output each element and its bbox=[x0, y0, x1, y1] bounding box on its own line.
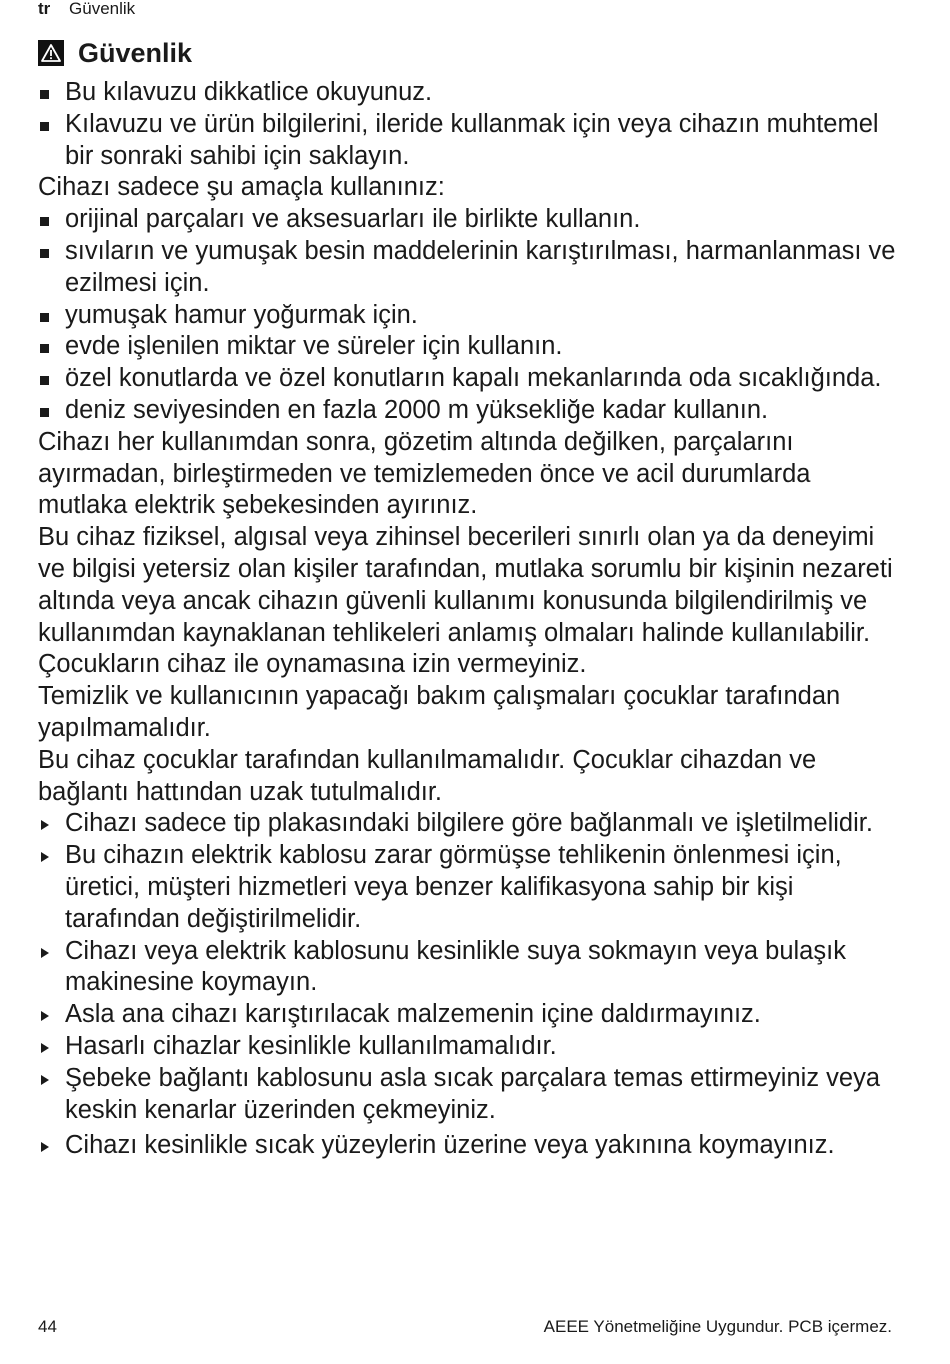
usage-heading: Cihazı sadece şu amaçla kullanınız: bbox=[38, 173, 445, 202]
square-bullet-icon bbox=[40, 344, 49, 353]
list-item: özel konutlarda ve özel konutların kapalı mekanlarında oda sıcaklığında. bbox=[38, 363, 898, 395]
list-item: yumuşak hamur yoğurmak için. bbox=[38, 300, 898, 332]
square-bullet-icon bbox=[40, 217, 49, 226]
triangle-bullet-icon bbox=[41, 1043, 49, 1053]
page-number: 44 bbox=[38, 1317, 57, 1336]
list-item: Cihazı sadece tip plakasındaki bilgilere göre bağlanmalı ve işletilmelidir. bbox=[38, 808, 898, 840]
square-bullet-icon bbox=[40, 249, 49, 258]
square-bullet-icon bbox=[40, 376, 49, 385]
list-item: Asla ana cihazı karıştırılacak malzemenin içine daldırmayınız. bbox=[38, 999, 898, 1031]
list-item: Kılavuzu ve ürün bilgilerini, ileride kullanmak için veya cihazın muhtemel bir sonraki sahibi için saklayın. bbox=[38, 109, 898, 173]
triangle-bullet-icon bbox=[41, 852, 49, 862]
usage-list bbox=[38, 204, 898, 427]
list-item: Şebeke bağlantı kablosunu asla sıcak parçalara temas ettirmeyiniz veya keskin kenarlar üzerinden çekmeyiniz. bbox=[38, 1063, 898, 1127]
language-code: tr bbox=[38, 0, 51, 18]
list-item: evde işlenilen miktar ve süreler için kullanın. bbox=[38, 331, 898, 363]
square-bullet-icon bbox=[40, 122, 49, 131]
square-bullet-icon bbox=[40, 313, 49, 322]
paragraph: Cihazı her kullanımdan sonra, gözetim altında değilken, parçalarını ayırmadan, birleştirmeden ve temizlemeden önce ve acil durumlarda mutlaka elektrik şebekesinden ayırınız. bbox=[38, 427, 811, 520]
paragraph: Bu cihaz fiziksel, algısal veya zihinsel becerileri sınırlı olan ya da deneyimi ve bilgisi yetersiz olan kişiler tarafından, mutlaka sorumlu bir kişinin nezareti altında veya ancak cihazın güvenli kullanımı konusunda bilgilendirilmiş ve kullanımdan kaynaklanan tehlikeleri anlamış olmaları halinde kullanılabilir. bbox=[38, 523, 893, 647]
triangle-bullet-icon bbox=[41, 820, 49, 830]
section-name: Güvenlik bbox=[69, 0, 136, 18]
list-item: Cihazı kesinlikle sıcak yüzeylerin üzerine veya yakınına koymayınız. bbox=[38, 1130, 898, 1162]
list-item: orijinal parçaları ve aksesuarları ile birlikte kullanın. bbox=[38, 204, 898, 236]
list-item: Bu kılavuzu dikkatlice okuyunuz. bbox=[38, 77, 898, 109]
instruction-list bbox=[38, 808, 898, 1162]
square-bullet-icon bbox=[40, 90, 49, 99]
list-item: Hasarlı cihazlar kesinlikle kullanılmamalıdır. bbox=[38, 1031, 898, 1063]
list-item: deniz seviyesinden en fazla 2000 m yüksekliğe kadar kullanın. bbox=[38, 395, 898, 427]
page-footer bbox=[38, 1317, 892, 1337]
triangle-bullet-icon bbox=[41, 1011, 49, 1021]
page-header bbox=[38, 0, 135, 18]
paragraph: Temizlik ve kullanıcının yapacağı bakım çalışmaları çocuklar tarafından yapılmamalıdır. bbox=[38, 682, 841, 742]
section-title-row bbox=[38, 36, 192, 70]
triangle-bullet-icon bbox=[41, 948, 49, 958]
list-item: sıvıların ve yumuşak besin maddelerinin karıştırılması, harmanlanması ve ezilmesi için. bbox=[38, 236, 898, 300]
safety-content bbox=[38, 77, 898, 1162]
square-bullet-icon bbox=[40, 408, 49, 417]
list-item: Bu cihazın elektrik kablosu zarar görmüşse tehlikenin önlenmesi için, üretici, müşteri hizmetleri veya benzer kalifikasyona sahip bir kişi tarafından değiştirilmelidir. bbox=[38, 840, 898, 935]
list-item: Cihazı veya elektrik kablosunu kesinlikle suya sokmayın veya bulaşık makinesine koymayın. bbox=[38, 936, 898, 1000]
footer-note: AEEE Yönetmeliğine Uygundur. PCB içermez. bbox=[543, 1317, 892, 1336]
warning-icon bbox=[38, 40, 64, 66]
triangle-bullet-icon bbox=[41, 1075, 49, 1085]
intro-list bbox=[38, 77, 898, 172]
paragraph: Bu cihaz çocuklar tarafından kullanılmamalıdır. Çocuklar cihazdan ve bağlantı hattından uzak tutulmalıdır. bbox=[38, 745, 817, 806]
triangle-bullet-icon bbox=[41, 1142, 49, 1152]
paragraph: Çocukların cihaz ile oynamasına izin vermeyiniz. bbox=[38, 650, 587, 679]
page-title: Güvenlik bbox=[78, 38, 193, 68]
